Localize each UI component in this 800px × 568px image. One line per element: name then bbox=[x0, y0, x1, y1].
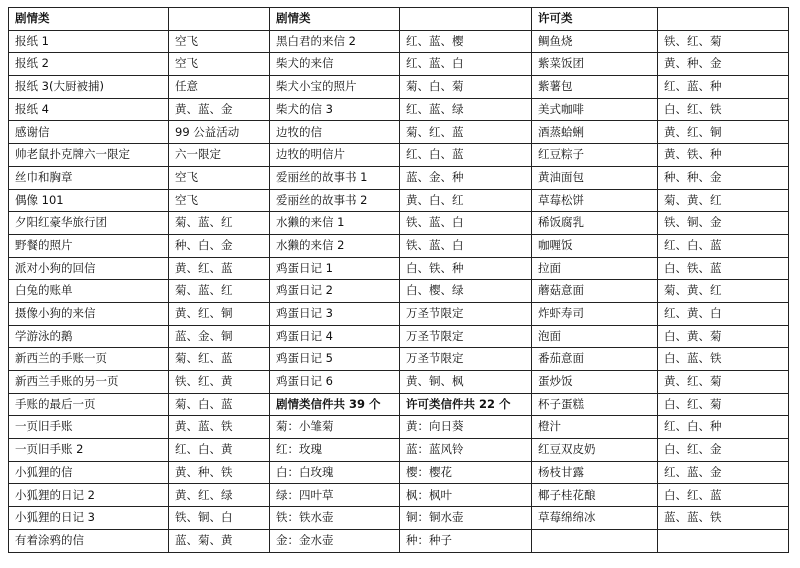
table-cell: 酒蒸蛤蜊 bbox=[532, 121, 658, 144]
table-cell: 学游泳的鹅 bbox=[9, 325, 169, 348]
table-cell: 铁、铜、白 bbox=[169, 507, 270, 530]
table-cell: 报纸 2 bbox=[9, 53, 169, 76]
table-cell: 白、蓝、铁 bbox=[658, 348, 789, 371]
table-cell: 紫薯包 bbox=[532, 76, 658, 99]
table-cell: 99 公益活动 bbox=[169, 121, 270, 144]
table-cell: 黄、红、蓝 bbox=[169, 257, 270, 280]
table-cell: 红、白、蓝 bbox=[658, 234, 789, 257]
table-cell: 爱丽丝的故事书 2 bbox=[270, 189, 400, 212]
table-row bbox=[9, 144, 789, 167]
table-row bbox=[9, 53, 789, 76]
table-cell: 白、红、金 bbox=[658, 439, 789, 462]
table-cell: 鸡蛋日记 4 bbox=[270, 325, 400, 348]
table-cell: 许可类信件共 22 个 bbox=[400, 393, 532, 416]
header-cell: 剧情类 bbox=[9, 8, 169, 31]
table-cell: 红、蓝、金 bbox=[658, 461, 789, 484]
table-cell: 种、种、金 bbox=[658, 166, 789, 189]
table-cell: 种、白、金 bbox=[169, 234, 270, 257]
table-cell bbox=[532, 529, 658, 552]
table-cell: 稀饭腐乳 bbox=[532, 212, 658, 235]
table-cell: 黄、种、金 bbox=[658, 53, 789, 76]
table-cell: 空飞 bbox=[169, 30, 270, 53]
table-cell: 蓝：蓝风铃 bbox=[400, 439, 532, 462]
table-cell: 空飞 bbox=[169, 166, 270, 189]
table-cell: 六一限定 bbox=[169, 144, 270, 167]
table-cell: 黄、铁、种 bbox=[658, 144, 789, 167]
table-cell: 爱丽丝的故事书 1 bbox=[270, 166, 400, 189]
table-cell: 红、蓝、樱 bbox=[400, 30, 532, 53]
table-cell: 绿：四叶草 bbox=[270, 484, 400, 507]
table-cell: 万圣节限定 bbox=[400, 348, 532, 371]
table-cell: 铁、红、黄 bbox=[169, 371, 270, 394]
table-cell: 铁、蓝、白 bbox=[400, 234, 532, 257]
table-cell: 有着涂鸦的信 bbox=[9, 529, 169, 552]
table-row bbox=[9, 439, 789, 462]
table-cell: 感谢信 bbox=[9, 121, 169, 144]
table-cell: 一页旧手账 bbox=[9, 416, 169, 439]
table-cell: 红豆双皮奶 bbox=[532, 439, 658, 462]
table-cell: 边牧的信 bbox=[270, 121, 400, 144]
table-cell: 草莓绵绵冰 bbox=[532, 507, 658, 530]
table-cell: 黄、红、铜 bbox=[169, 302, 270, 325]
table-cell: 草莓松饼 bbox=[532, 189, 658, 212]
table-cell: 菊、白、菊 bbox=[400, 76, 532, 99]
table-cell: 黄、红、铜 bbox=[658, 121, 789, 144]
table-cell: 铁、蓝、白 bbox=[400, 212, 532, 235]
table-row bbox=[9, 98, 789, 121]
table-cell: 铁、铜、金 bbox=[658, 212, 789, 235]
table-cell bbox=[658, 529, 789, 552]
table-row bbox=[9, 484, 789, 507]
table-cell: 小狐狸的信 bbox=[9, 461, 169, 484]
table-cell: 蓝、金、铜 bbox=[169, 325, 270, 348]
table-cell: 枫：枫叶 bbox=[400, 484, 532, 507]
table-cell: 白、红、铁 bbox=[658, 98, 789, 121]
table-cell: 杯子蛋糕 bbox=[532, 393, 658, 416]
table-cell: 空飞 bbox=[169, 53, 270, 76]
table-cell: 剧情类信件共 39 个 bbox=[270, 393, 400, 416]
table-row bbox=[9, 76, 789, 99]
table-cell: 红、白、黄 bbox=[169, 439, 270, 462]
table-cell: 菊、黄、红 bbox=[658, 280, 789, 303]
table-cell: 泡面 bbox=[532, 325, 658, 348]
table-cell: 帅老鼠扑克牌六一限定 bbox=[9, 144, 169, 167]
table-cell: 黄、蓝、铁 bbox=[169, 416, 270, 439]
table-row bbox=[9, 507, 789, 530]
table-cell: 鸡蛋日记 1 bbox=[270, 257, 400, 280]
table-cell: 美式咖啡 bbox=[532, 98, 658, 121]
table-cell: 黄、铜、枫 bbox=[400, 371, 532, 394]
table-cell: 报纸 1 bbox=[9, 30, 169, 53]
table-cell: 一页旧手账 2 bbox=[9, 439, 169, 462]
table-cell: 鸡蛋日记 5 bbox=[270, 348, 400, 371]
table-row bbox=[9, 280, 789, 303]
table-cell: 番茄意面 bbox=[532, 348, 658, 371]
table-cell: 边牧的明信片 bbox=[270, 144, 400, 167]
table-cell: 铜：铜水壶 bbox=[400, 507, 532, 530]
table-cell: 红、蓝、绿 bbox=[400, 98, 532, 121]
table-cell: 鸡蛋日记 6 bbox=[270, 371, 400, 394]
table-cell: 椰子桂花酿 bbox=[532, 484, 658, 507]
table-cell: 菊、蓝、红 bbox=[169, 212, 270, 235]
table-cell: 蘑菇意面 bbox=[532, 280, 658, 303]
table-cell: 黄、白、红 bbox=[400, 189, 532, 212]
table-cell: 红、黄、白 bbox=[658, 302, 789, 325]
table-cell: 黄、蓝、金 bbox=[169, 98, 270, 121]
table-cell: 白、铁、种 bbox=[400, 257, 532, 280]
table-cell: 白、黄、菊 bbox=[658, 325, 789, 348]
table-cell: 菊、蓝、红 bbox=[169, 280, 270, 303]
table-cell: 白：白玫瑰 bbox=[270, 461, 400, 484]
table-cell: 派对小狗的回信 bbox=[9, 257, 169, 280]
table-row bbox=[9, 189, 789, 212]
table-cell: 种：种子 bbox=[400, 529, 532, 552]
table-cell: 红豆粽子 bbox=[532, 144, 658, 167]
table-cell: 白、红、蓝 bbox=[658, 484, 789, 507]
table-row bbox=[9, 121, 789, 144]
table-cell: 夕阳红豪华旅行团 bbox=[9, 212, 169, 235]
table-cell: 金：金水壶 bbox=[270, 529, 400, 552]
header-cell bbox=[400, 8, 532, 31]
table-cell: 蓝、金、种 bbox=[400, 166, 532, 189]
letters-table-sheet bbox=[8, 7, 789, 553]
table-cell: 任意 bbox=[169, 76, 270, 99]
table-cell: 蓝、蓝、铁 bbox=[658, 507, 789, 530]
table-cell: 红、蓝、种 bbox=[658, 76, 789, 99]
header-cell: 许可类 bbox=[532, 8, 658, 31]
table-row bbox=[9, 212, 789, 235]
table-row bbox=[9, 30, 789, 53]
header-row bbox=[9, 8, 789, 31]
table-cell: 白、樱、绿 bbox=[400, 280, 532, 303]
table-cell: 水獭的来信 2 bbox=[270, 234, 400, 257]
table-cell: 柴犬的信 3 bbox=[270, 98, 400, 121]
table-cell: 小狐狸的日记 3 bbox=[9, 507, 169, 530]
table-cell: 橙汁 bbox=[532, 416, 658, 439]
letters-table bbox=[8, 7, 789, 553]
table-cell: 黄油面包 bbox=[532, 166, 658, 189]
table-row bbox=[9, 302, 789, 325]
table-cell: 铁：铁水壶 bbox=[270, 507, 400, 530]
table-cell: 黄：向日葵 bbox=[400, 416, 532, 439]
table-cell: 新西兰手账的另一页 bbox=[9, 371, 169, 394]
table-cell: 野餐的照片 bbox=[9, 234, 169, 257]
table-cell: 菊、红、蓝 bbox=[400, 121, 532, 144]
table-row bbox=[9, 529, 789, 552]
table-cell: 菊、白、蓝 bbox=[169, 393, 270, 416]
table-cell: 手账的最后一页 bbox=[9, 393, 169, 416]
table-cell: 红：玫瑰 bbox=[270, 439, 400, 462]
table-cell: 柴犬的来信 bbox=[270, 53, 400, 76]
table-cell: 红、白、种 bbox=[658, 416, 789, 439]
table-cell: 杨枝甘露 bbox=[532, 461, 658, 484]
table-cell: 樱：樱花 bbox=[400, 461, 532, 484]
table-cell: 铁、红、菊 bbox=[658, 30, 789, 53]
table-cell: 菊：小雏菊 bbox=[270, 416, 400, 439]
table-row bbox=[9, 348, 789, 371]
table-cell: 摄像小狗的来信 bbox=[9, 302, 169, 325]
table-cell: 小狐狸的日记 2 bbox=[9, 484, 169, 507]
table-cell: 炸虾寿司 bbox=[532, 302, 658, 325]
table-row bbox=[9, 166, 789, 189]
table-cell: 红、白、蓝 bbox=[400, 144, 532, 167]
table-cell: 鲷鱼烧 bbox=[532, 30, 658, 53]
table-cell: 菊、红、蓝 bbox=[169, 348, 270, 371]
table-cell: 黄、红、绿 bbox=[169, 484, 270, 507]
table-cell: 柴犬小宝的照片 bbox=[270, 76, 400, 99]
table-cell: 偶像 101 bbox=[9, 189, 169, 212]
table-row bbox=[9, 393, 789, 416]
table-cell: 丝巾和胸章 bbox=[9, 166, 169, 189]
header-cell bbox=[658, 8, 789, 31]
table-cell: 报纸 3(大厨被捕) bbox=[9, 76, 169, 99]
header-cell bbox=[169, 8, 270, 31]
table-cell: 万圣节限定 bbox=[400, 302, 532, 325]
table-cell: 蛋炒饭 bbox=[532, 371, 658, 394]
table-cell: 黄、红、菊 bbox=[658, 371, 789, 394]
table-cell: 黑白君的来信 2 bbox=[270, 30, 400, 53]
table-cell: 咖喱饭 bbox=[532, 234, 658, 257]
table-cell: 白、铁、蓝 bbox=[658, 257, 789, 280]
table-cell: 白兔的账单 bbox=[9, 280, 169, 303]
table-cell: 报纸 4 bbox=[9, 98, 169, 121]
table-cell: 新西兰的手账一页 bbox=[9, 348, 169, 371]
table-row bbox=[9, 371, 789, 394]
table-row bbox=[9, 461, 789, 484]
table-cell: 紫菜饭团 bbox=[532, 53, 658, 76]
table-cell: 空飞 bbox=[169, 189, 270, 212]
table-row bbox=[9, 416, 789, 439]
table-row bbox=[9, 234, 789, 257]
header-cell: 剧情类 bbox=[270, 8, 400, 31]
letters-table-body bbox=[9, 8, 789, 553]
table-row bbox=[9, 325, 789, 348]
table-row bbox=[9, 257, 789, 280]
table-cell: 蓝、菊、黄 bbox=[169, 529, 270, 552]
table-cell: 黄、种、铁 bbox=[169, 461, 270, 484]
table-cell: 菊、黄、红 bbox=[658, 189, 789, 212]
table-cell: 鸡蛋日记 2 bbox=[270, 280, 400, 303]
table-cell: 拉面 bbox=[532, 257, 658, 280]
table-cell: 万圣节限定 bbox=[400, 325, 532, 348]
table-cell: 红、蓝、白 bbox=[400, 53, 532, 76]
table-cell: 水獭的来信 1 bbox=[270, 212, 400, 235]
table-cell: 鸡蛋日记 3 bbox=[270, 302, 400, 325]
table-cell: 白、红、菊 bbox=[658, 393, 789, 416]
